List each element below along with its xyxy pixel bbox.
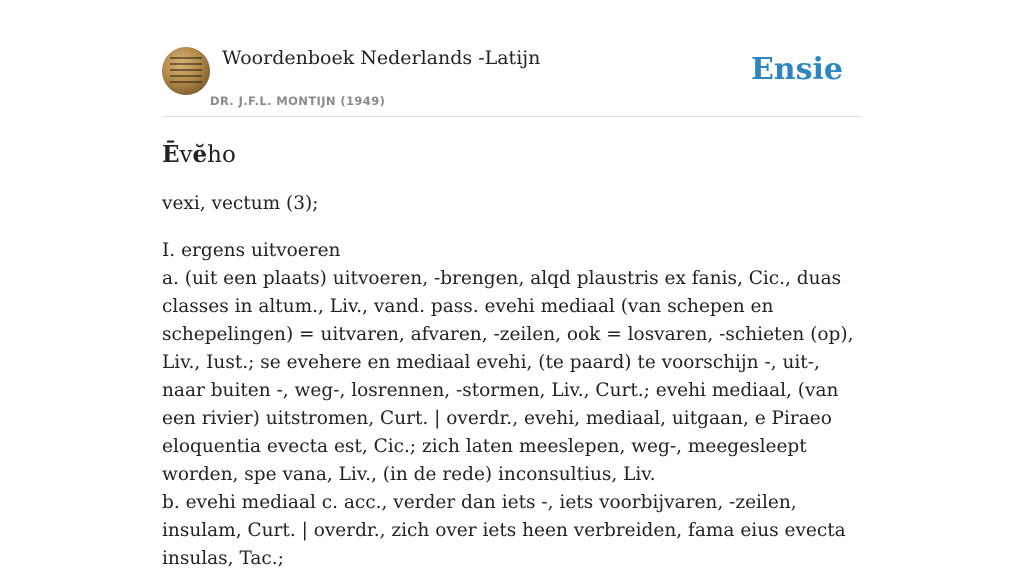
sense-heading: I. ergens uitvoeren bbox=[162, 240, 341, 261]
book-title[interactable]: Woordenboek Nederlands -Latijn bbox=[222, 47, 541, 69]
headword-ending: ho bbox=[207, 142, 236, 168]
headword-letter: v bbox=[179, 142, 193, 168]
inscription-lines bbox=[170, 57, 202, 85]
headword-macron-letter: Ē bbox=[162, 141, 180, 168]
book-logo-icon[interactable] bbox=[162, 47, 210, 95]
brand-logo-link[interactable]: Ensie bbox=[750, 52, 843, 87]
definition-body bbox=[162, 237, 862, 573]
headword-breve-letter: ĕ bbox=[192, 141, 208, 168]
principal-parts: vexi, vectum (3); bbox=[162, 193, 319, 214]
page-container bbox=[162, 0, 862, 573]
sense-b: b. evehi mediaal c. acc., verder dan iets -, iets voorbijvaren, -zeilen, insulam, Curt. | overdr., zich over iets heen verbreiden, fama eius evecta insulas, Tac.; bbox=[162, 492, 846, 569]
book-author: DR. J.F.L. MONTIJN (1949) bbox=[210, 94, 386, 108]
site-header bbox=[162, 0, 862, 117]
headword bbox=[162, 140, 862, 170]
sense-a: a. (uit een plaats) uitvoeren, -brengen, alqd plaustris ex fanis, Cic., duas classes in altum., Liv., vand. pass. evehi mediaal (van schepen en schepelingen) = uitvaren, afvaren, -zeilen, ook = losvaren, -schieten (op), Liv., Iust.; se evehere en mediaal evehi, (te paard) te voorschijn -, uit-, naar buiten -, weg-, losrennen, -stormen, Liv., Curt.; evehi mediaal, (van een rivier) uitstromen, Curt. | overdr., evehi, mediaal, uitgaan, e Piraeo eloquentia evecta est, Cic.; zich laten meeslepen, weg-, meegesleept worden, spe vana, Liv., (in de rede) inconsultius, Liv. bbox=[162, 268, 854, 485]
